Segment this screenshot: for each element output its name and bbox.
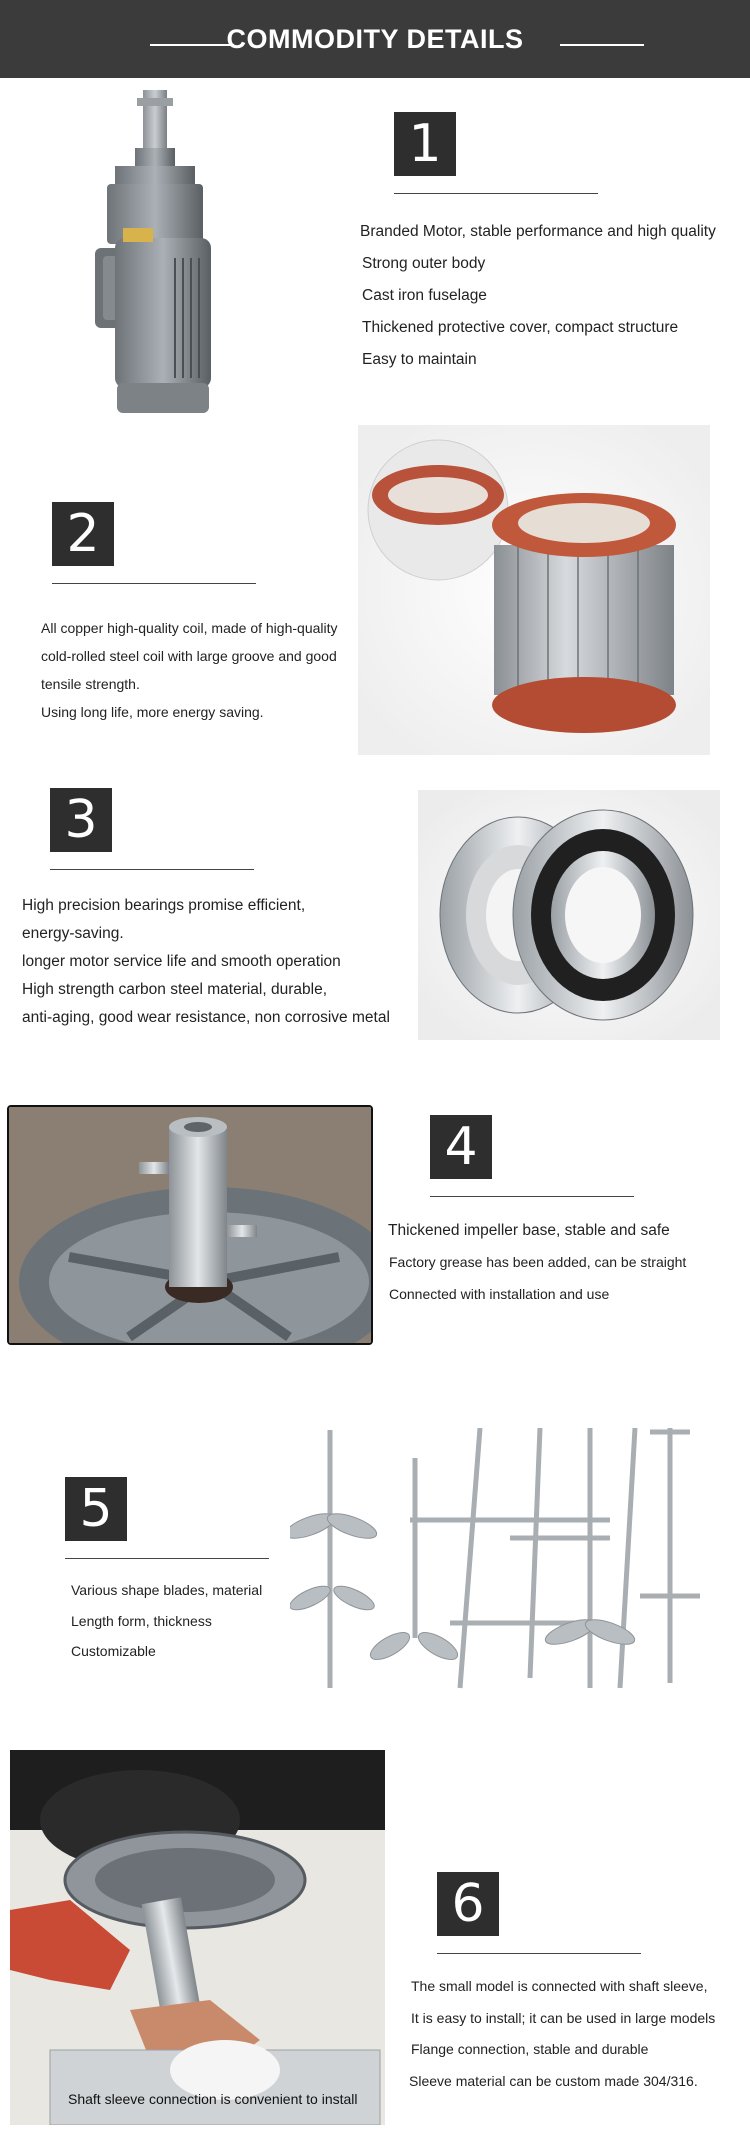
page-header xyxy=(0,0,750,78)
section-number-5: 5 xyxy=(65,1477,127,1541)
shaft-sleeve-install-image xyxy=(10,1750,385,2125)
section-3-line-2: energy-saving. xyxy=(22,925,124,942)
stator-coil-image xyxy=(358,425,710,755)
section-1-line-5: Easy to maintain xyxy=(362,351,477,368)
section-6-line-1: The small model is connected with shaft sleeve, xyxy=(411,1978,708,1994)
section-rule-3 xyxy=(50,869,254,870)
bearings-image xyxy=(418,790,720,1040)
section-5-line-3: Customizable xyxy=(71,1643,156,1659)
section-rule-1 xyxy=(394,193,598,194)
section-rule-2 xyxy=(52,583,256,584)
section-4-line-2: Factory grease has been added, can be straight xyxy=(389,1254,687,1270)
impeller-base-image xyxy=(7,1105,373,1345)
section-1-line-2: Strong outer body xyxy=(362,255,486,272)
section-2-line-2: cold-rolled steel coil with large groove and good xyxy=(41,648,337,664)
header-line-right xyxy=(560,44,644,46)
section-3-line-3: longer motor service life and smooth operation xyxy=(22,953,341,970)
section-6-line-4: Sleeve material can be custom made 304/316. xyxy=(409,2073,698,2089)
section-rule-6 xyxy=(437,1953,641,1954)
section-2-line-4: Using long life, more energy saving. xyxy=(41,704,264,720)
section-5-line-2: Length form, thickness xyxy=(71,1613,212,1629)
section-4-line-3: Connected with installation and use xyxy=(389,1286,610,1302)
section-3-line-5: anti-aging, good wear resistance, non corrosive metal xyxy=(22,1009,390,1026)
motor-gearbox-image xyxy=(95,88,215,418)
section-3-line-4: High strength carbon steel material, durable, xyxy=(22,981,327,998)
section-4-line-1: Thickened impeller base, stable and safe xyxy=(388,1222,670,1239)
section-6-line-2: It is easy to install; it can be used in large models xyxy=(411,2010,716,2026)
section-2-line-3: tensile strength. xyxy=(41,676,140,692)
section-number-2: 2 xyxy=(52,502,114,566)
section-6-image-caption: Shaft sleeve connection is convenient to install xyxy=(68,2091,358,2107)
section-number-6: 6 xyxy=(437,1872,499,1936)
section-1-line-1: Branded Motor, stable performance and high quality xyxy=(360,223,716,240)
section-1-line-3: Cast iron fuselage xyxy=(362,287,487,304)
section-3-line-1: High precision bearings promise efficient, xyxy=(22,897,306,914)
section-number-3: 3 xyxy=(50,788,112,852)
section-number-1: 1 xyxy=(394,112,456,176)
section-rule-4 xyxy=(430,1196,634,1197)
page-title: COMMODITY DETAILS xyxy=(226,24,524,54)
section-1-line-4: Thickened protective cover, compact structure xyxy=(362,319,679,336)
section-2-line-1: All copper high-quality coil, made of high-quality xyxy=(41,620,338,636)
agitator-blades-image xyxy=(290,1428,720,1698)
section-number-4: 4 xyxy=(430,1115,492,1179)
section-5-line-1: Various shape blades, material xyxy=(71,1582,263,1598)
section-rule-5 xyxy=(65,1558,269,1559)
section-6-line-3: Flange connection, stable and durable xyxy=(411,2041,649,2057)
